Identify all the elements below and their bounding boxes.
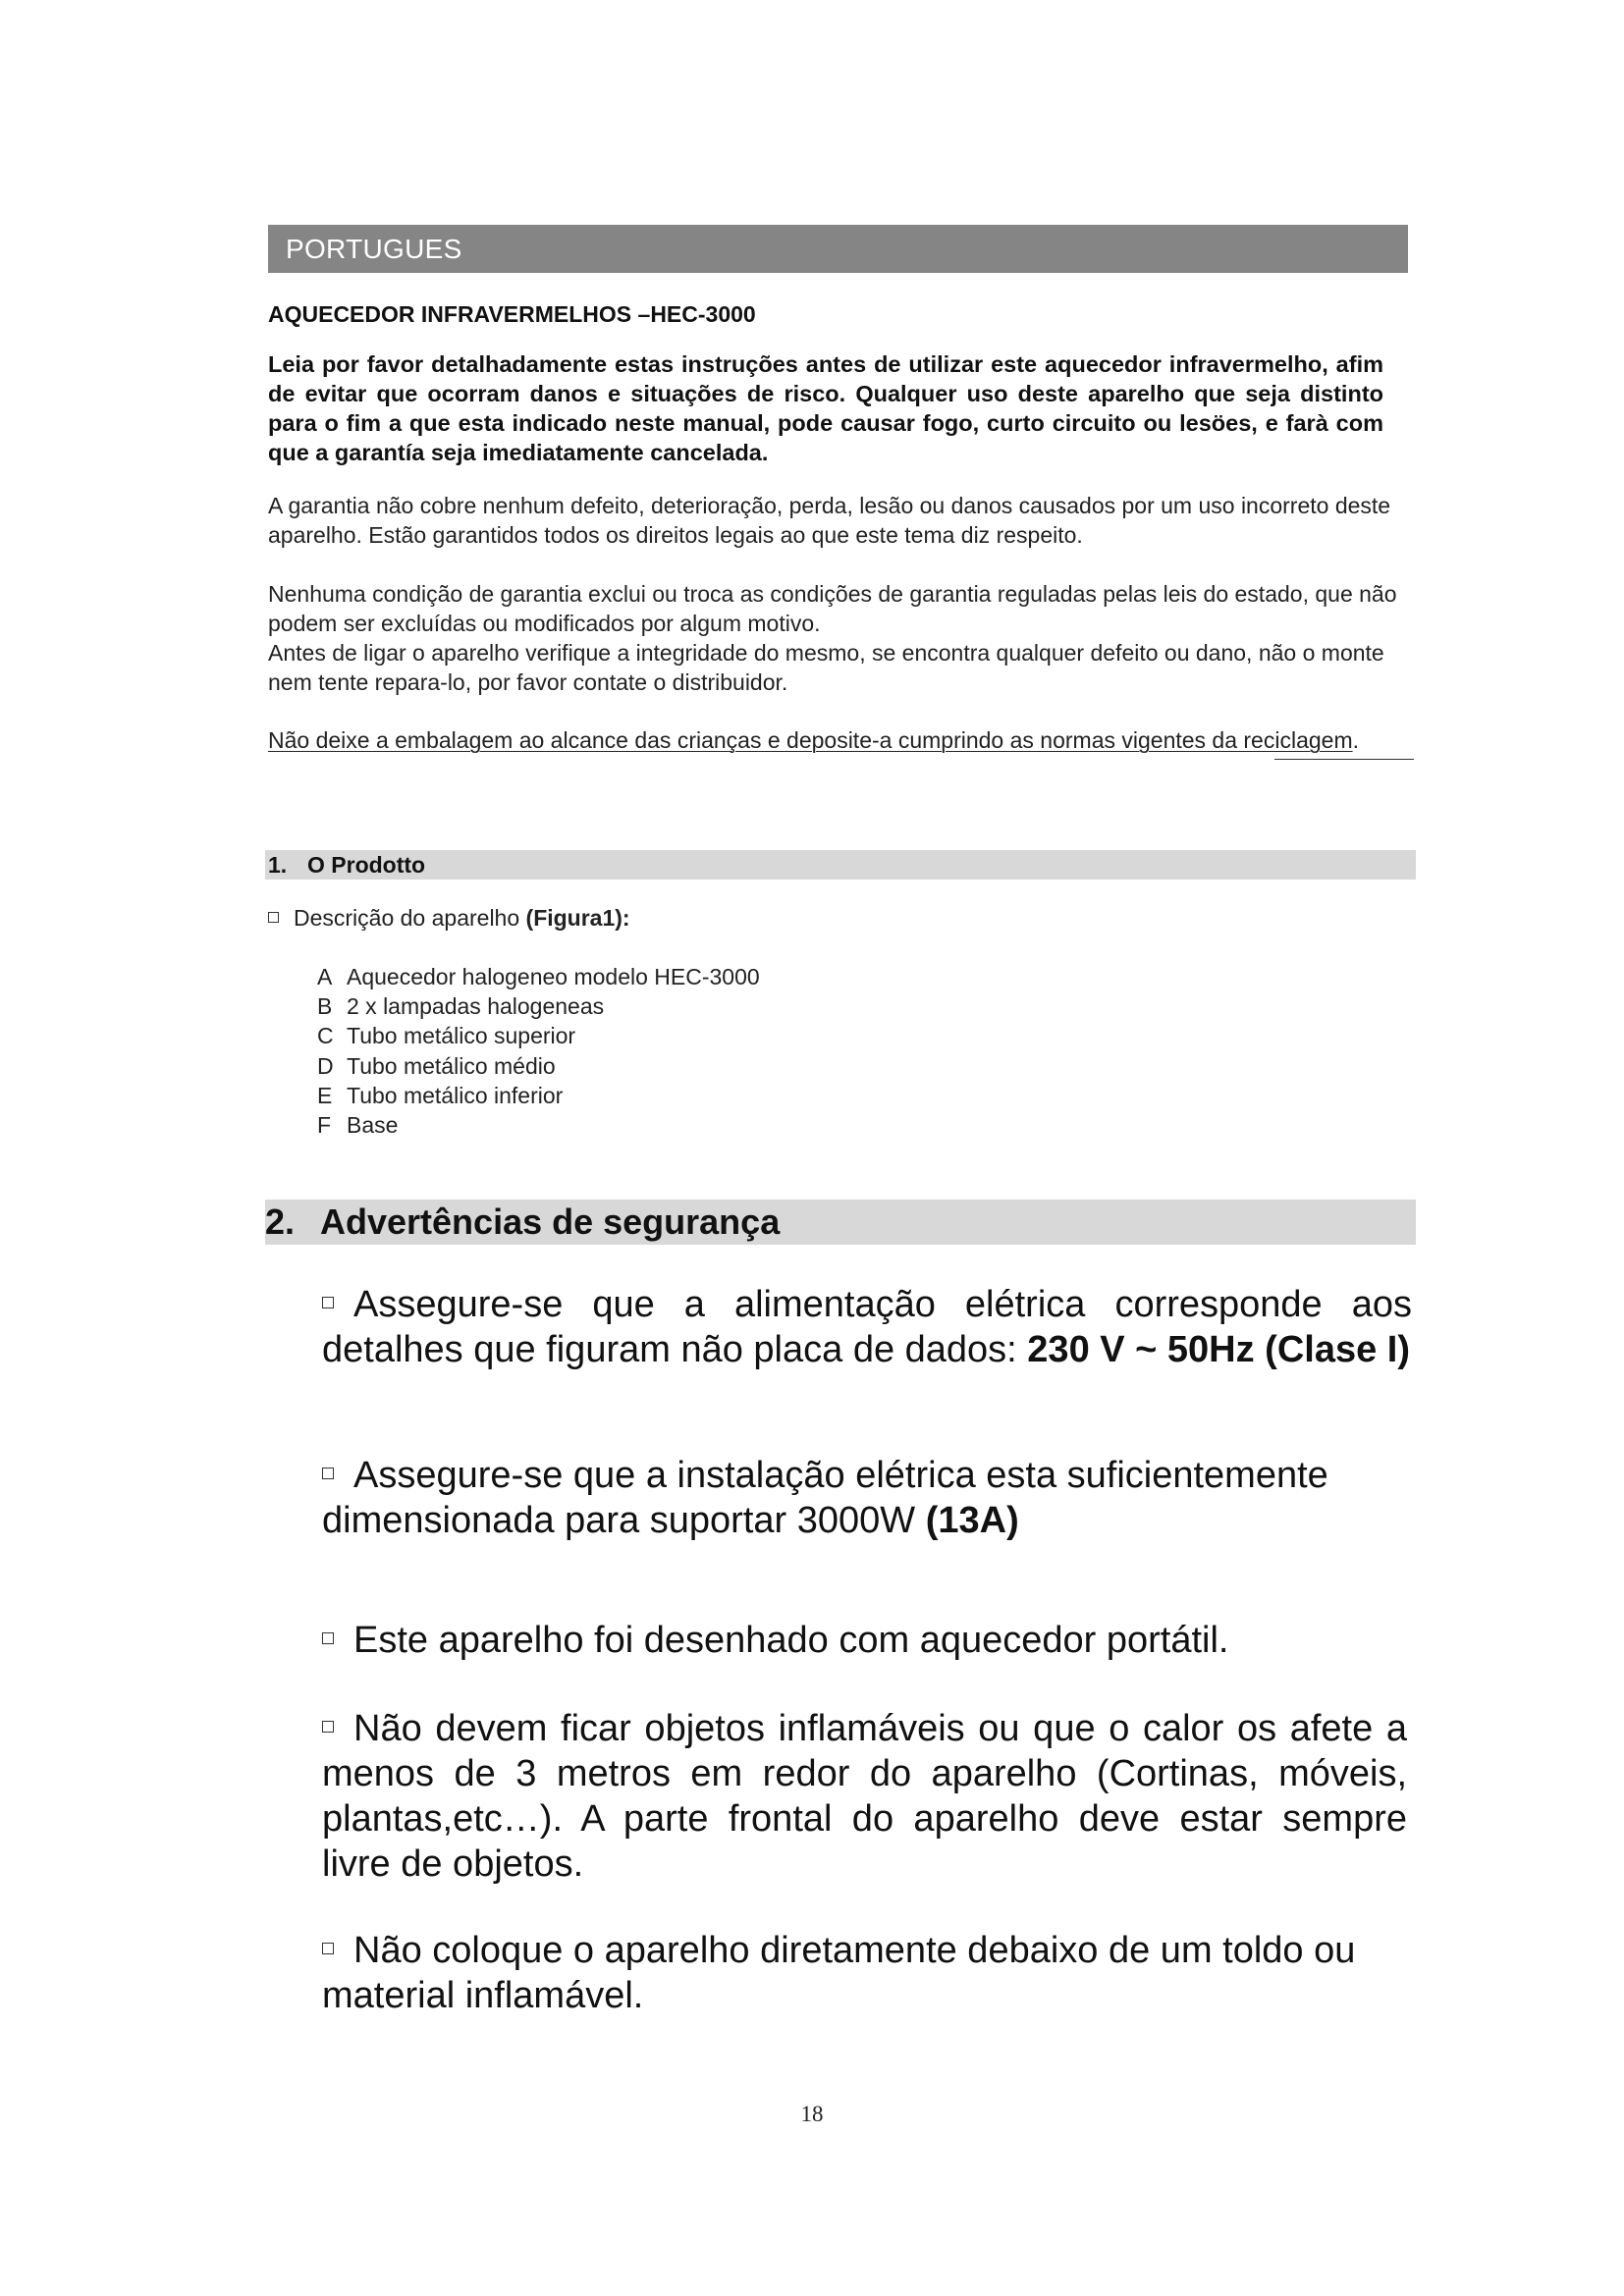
part-text: Base (347, 1112, 399, 1139)
warranty-paragraph: A garantia não cobre nenhum defeito, deterioração, perda, lesão ou danos causados por um uso incorreto deste aparelho. Estão garantidos todos os direitos legais ao que este tema diz respeito. (268, 493, 1391, 548)
part-text: Tubo metálico inferior (347, 1082, 564, 1108)
warning-text: Não coloque o aparelho diretamente debaixo de um toldo ou material inflamável. (322, 1930, 1356, 2016)
packaging-period: . (1352, 727, 1359, 753)
figure-reference: (Figura1): (525, 905, 630, 931)
intro-warning-paragraph: Leia por favor detalhadamente estas instruções antes de utilizar este aquecedor infravermelho, afim de evitar que ocorram danos e situações de risco. Qualquer uso deste aparelho que seja distinto para o fim a que esta indicado neste manual, pode causar fogo, curto circuito ou lesöes, e farà com que a garantía seja imediatamente cancelada. (268, 351, 1383, 465)
warning-item-flammable-objects (322, 1706, 1407, 1887)
list-item (317, 962, 760, 991)
conditions-paragraph (268, 579, 1397, 697)
checkbox-bullet-icon (268, 912, 279, 923)
checkbox-bullet-icon (322, 1721, 334, 1733)
list-item (317, 1081, 760, 1110)
section-1-title: O Prodotto (307, 852, 426, 878)
part-letter: F (317, 1112, 332, 1139)
conditions-text-2: Antes de ligar o aparelho verifique a integridade do mesmo, se encontra qualquer defeito ou dano, não o monte nem tente repara-lo, por favor contate o distribuidor. (268, 640, 1384, 695)
conditions-text-1: Nenhuma condição de garantia exclui ou troca as condições de garantia reguladas pelas leis do estado, que não podem ser excluídas ou modificados por algum motivo. (268, 581, 1397, 636)
part-text: Aquecedor halogeneo modelo HEC-3000 (347, 964, 760, 989)
list-item (317, 1110, 760, 1140)
warning-text: Este aparelho foi desenhado com aquecedor portátil. (353, 1620, 1229, 1661)
part-letter: D (317, 1052, 334, 1079)
warning-text: Assegure-se que a alimentação elétrica corresponde aos detalhes que figuram não placa de dados: (322, 1284, 1412, 1370)
packaging-paragraph (268, 725, 1411, 755)
checkbox-bullet-icon (322, 1468, 334, 1479)
warning-text: Não devem ficar objetos inflamáveis ou que o calor os afete a menos de 3 metros em redor do aparelho (Cortinas, móveis, plantas,etc…). A parte frontal do aparelho deve estar sempre livre de objetos. (322, 1708, 1407, 1885)
description-line (268, 903, 630, 933)
checkbox-bullet-icon (322, 1297, 334, 1308)
section-1-number: 1. (268, 852, 288, 878)
page-number: 18 (800, 2102, 824, 2126)
list-item (317, 991, 760, 1021)
warning-bold: (13A) (925, 1500, 1019, 1541)
part-letter: C (317, 1023, 334, 1049)
warning-item-portable (322, 1618, 1412, 1663)
language-header-bar: PORTUGUES (268, 225, 1408, 273)
section-2-title: Advertências de segurança (320, 1201, 781, 1242)
part-text: Tubo metálico médio (347, 1052, 556, 1079)
warning-text: Assegure-se que a instalação elétrica esta suficientemente dimensionada para suportar 3000W (322, 1455, 1328, 1541)
checkbox-bullet-icon (322, 1943, 334, 1954)
warning-bold: 230 V ~ 50Hz (Clase I) (1027, 1329, 1411, 1370)
part-letter: B (317, 993, 333, 1020)
underline-rule (1274, 759, 1414, 760)
part-letter: E (317, 1082, 333, 1108)
list-item (317, 1051, 760, 1081)
warning-item-awning (322, 1928, 1412, 2018)
parts-list (317, 962, 760, 1140)
description-label: Descrição do aparelho (294, 905, 526, 931)
part-letter: A (317, 964, 333, 989)
checkbox-bullet-icon (322, 1632, 334, 1644)
warning-item-power-supply (322, 1282, 1412, 1372)
list-item (317, 1021, 760, 1050)
packaging-text: Não deixe a embalagem ao alcance das crianças e deposite-a cumprindo as normas vigentes da reciclagem (268, 727, 1353, 753)
section-1-heading (265, 850, 1416, 880)
part-text: Tubo metálico superior (347, 1023, 576, 1049)
section-2-number: 2. (265, 1201, 296, 1242)
warning-item-installation (322, 1453, 1412, 1543)
document-title: AQUECEDOR INFRAVERMELHOS –HEC-3000 (268, 301, 756, 327)
section-2-heading (265, 1200, 1416, 1245)
part-text: 2 x lampadas halogeneas (347, 993, 605, 1020)
